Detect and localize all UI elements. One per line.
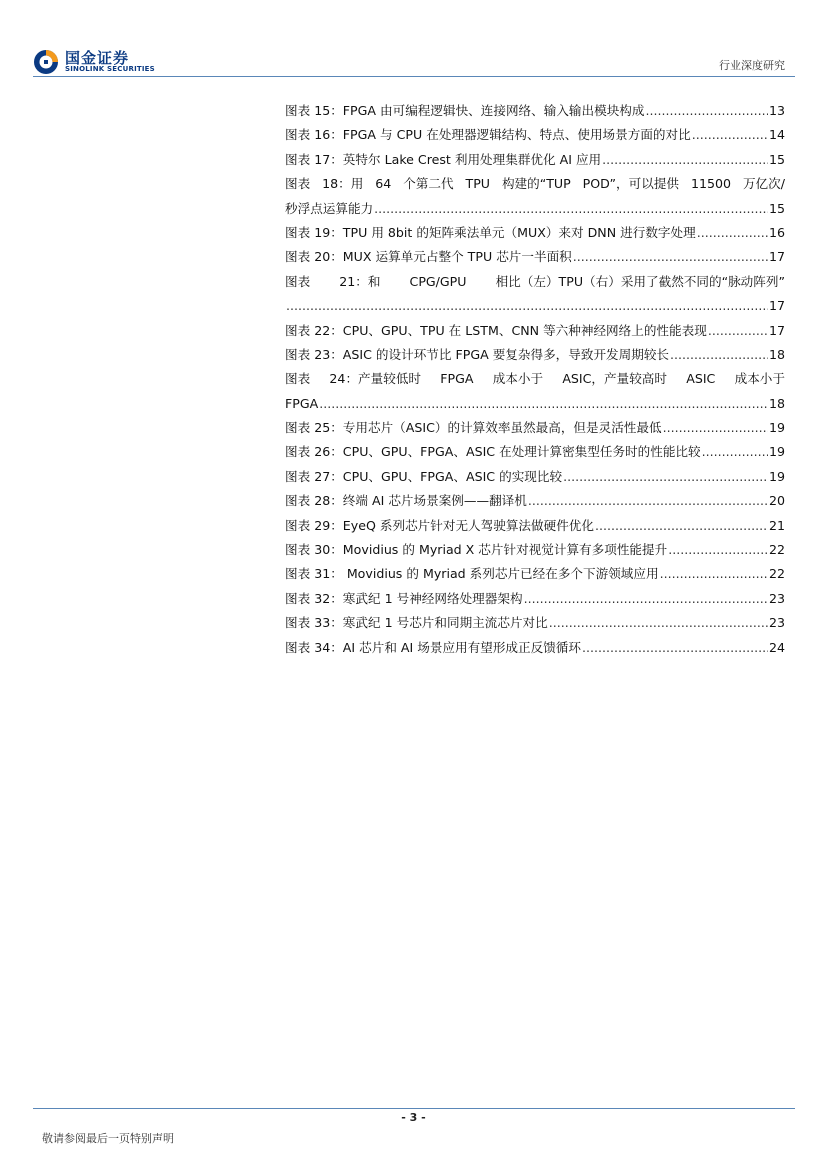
toc-entry-18-line2[interactable] xyxy=(285,197,785,221)
toc-entry-19[interactable] xyxy=(285,221,785,245)
page-header xyxy=(0,0,827,80)
disclaimer-note: 敬请参阅最后一页特别声明 xyxy=(42,1132,174,1145)
toc-word: 图表 xyxy=(285,176,311,192)
toc-word: 相比（左）TPU（右）采用了截然不同的“脉动阵列” xyxy=(495,273,785,289)
leader-dots xyxy=(549,611,768,635)
toc-word: ASIC xyxy=(686,371,716,387)
figure-list xyxy=(285,99,785,660)
leader-dots xyxy=(663,416,768,440)
toc-word: TPU xyxy=(465,176,491,192)
logo-english-name: SINOLINK SECURITIES xyxy=(65,65,155,73)
toc-entry-21-line2[interactable] xyxy=(285,294,785,318)
leader-dots xyxy=(692,123,768,147)
toc-entry-title: 图表 17：英特尔 Lake Crest 利用处理集群优化 AI 应用 xyxy=(285,151,602,167)
leader-dots xyxy=(573,245,768,269)
toc-entry-32[interactable] xyxy=(285,587,785,611)
toc-entry-page: 21 xyxy=(768,517,785,533)
toc-word: ASIC，产量较高时 xyxy=(562,371,667,387)
leader-dots xyxy=(582,636,768,660)
toc-entry-title: 图表 23：ASIC 的设计环节比 FPGA 要复杂得多，导致开发周期较长 xyxy=(285,346,670,362)
toc-entry-33[interactable] xyxy=(285,611,785,635)
toc-entry-page: 16 xyxy=(768,224,785,240)
toc-word: 64 xyxy=(375,176,392,192)
leader-dots xyxy=(524,587,768,611)
page-number: - 3 - xyxy=(401,1111,426,1124)
toc-entry-title: 图表 30：Movidius 的 Myriad X 芯片针对视觉计算有多项性能提升 xyxy=(285,542,668,558)
toc-word: 图表 xyxy=(285,371,311,387)
toc-entry-page: 18 xyxy=(768,395,785,411)
toc-entry-23[interactable] xyxy=(285,343,785,367)
toc-entry-title: 图表 16：FPGA 与 CPU 在处理器逻辑结构、特点、使用场景方面的对比 xyxy=(285,127,691,143)
toc-word: CPG/GPU xyxy=(409,273,467,289)
toc-entry-page: 23 xyxy=(768,590,785,606)
leader-dots xyxy=(702,440,768,464)
toc-entry-title: 图表 29：EyeQ 系列芯片针对无人驾驶算法做硬件优化 xyxy=(285,517,594,533)
toc-entry-page: 17 xyxy=(768,298,785,314)
toc-word: 24：产量较低时 xyxy=(329,371,422,387)
company-logo xyxy=(33,49,153,77)
toc-entry-title: 图表 15：FPGA 由可编程逻辑快、连接网络、输入输出模块构成 xyxy=(285,103,645,118)
toc-entry-title-cont: FPGA xyxy=(285,395,319,411)
toc-entry-title: 图表 26：CPU、GPU、FPGA、ASIC 在处理计算密集型任务时的性能比较 xyxy=(285,444,701,460)
leader-dots xyxy=(286,294,768,318)
leader-dots xyxy=(595,514,768,538)
toc-entry-21-line1[interactable] xyxy=(285,270,785,294)
leader-dots xyxy=(602,148,768,172)
toc-word: 个第二代 xyxy=(403,176,454,192)
toc-entry-page: 18 xyxy=(768,346,785,362)
toc-entry-17[interactable] xyxy=(285,148,785,172)
toc-entry-15[interactable] xyxy=(285,99,785,123)
toc-entry-31[interactable] xyxy=(285,562,785,586)
toc-entry-page: 17 xyxy=(768,322,785,338)
toc-entry-26[interactable] xyxy=(285,440,785,464)
toc-entry-27[interactable] xyxy=(285,465,785,489)
toc-entry-page: 23 xyxy=(768,615,785,631)
toc-entry-page: 20 xyxy=(768,493,785,509)
toc-word: 18：用 xyxy=(322,176,364,192)
leader-dots xyxy=(660,562,768,586)
toc-word: 成本小于 xyxy=(734,371,785,387)
report-category: 行业深度研究 xyxy=(719,59,785,72)
toc-entry-24-line2[interactable] xyxy=(285,392,785,416)
toc-entry-22[interactable] xyxy=(285,319,785,343)
toc-word: 成本小于 xyxy=(492,371,544,387)
toc-entry-29[interactable] xyxy=(285,514,785,538)
toc-entry-page: 19 xyxy=(768,420,785,436)
header-divider xyxy=(33,76,795,77)
leader-dots xyxy=(670,343,768,367)
toc-entry-page: 17 xyxy=(768,249,785,265)
toc-entry-page: 19 xyxy=(768,444,785,460)
leader-dots xyxy=(374,197,768,221)
toc-entry-page: 24 xyxy=(768,639,785,655)
footer-divider xyxy=(33,1108,795,1109)
toc-word: 11500 xyxy=(690,176,732,192)
toc-entry-24-line1[interactable] xyxy=(285,367,785,391)
toc-entry-34[interactable] xyxy=(285,636,785,660)
toc-entry-page: 19 xyxy=(768,468,785,484)
leader-dots xyxy=(646,99,768,123)
toc-word: 图表 xyxy=(285,273,311,289)
toc-word: 万亿次/ xyxy=(742,176,785,192)
leader-dots xyxy=(668,538,768,562)
toc-entry-title: 图表 33：寒武纪 1 号芯片和同期主流芯片对比 xyxy=(285,615,548,631)
toc-entry-page: 15 xyxy=(768,151,785,167)
toc-entry-title: 图表 28：终端 AI 芯片场景案例——翻译机 xyxy=(285,493,527,509)
toc-entry-title: 图表 34：AI 芯片和 AI 场景应用有望形成正反馈循环 xyxy=(285,639,581,655)
toc-entry-title-cont: 秒浮点运算能力 xyxy=(285,200,374,216)
logo-chinese-name: 国金证券 xyxy=(65,49,130,67)
sinolink-logo-icon xyxy=(33,49,59,75)
toc-entry-28[interactable] xyxy=(285,489,785,513)
toc-entry-title: 图表 22：CPU、GPU、TPU 在 LSTM、CNN 等六种神经网络上的性能表现 xyxy=(285,322,707,338)
leader-dots xyxy=(708,319,768,343)
toc-word: 构建的“TUP xyxy=(501,176,571,192)
leader-dots xyxy=(697,221,768,245)
toc-word: 21：和 xyxy=(339,273,381,289)
toc-entry-page: 14 xyxy=(768,127,785,143)
toc-entry-30[interactable] xyxy=(285,538,785,562)
toc-entry-16[interactable] xyxy=(285,123,785,147)
leader-dots xyxy=(319,392,768,416)
toc-word: FPGA xyxy=(440,371,474,387)
toc-entry-title: 图表 20：MUX 运算单元占整个 TPU 芯片一半面积 xyxy=(285,249,572,265)
toc-entry-20[interactable] xyxy=(285,245,785,269)
toc-entry-title: 图表 25：专用芯片（ASIC）的计算效率虽然最高，但是灵活性最低 xyxy=(285,420,662,436)
leader-dots xyxy=(528,489,768,513)
leader-dots xyxy=(563,465,768,489)
toc-entry-25[interactable] xyxy=(285,416,785,440)
toc-entry-title: 图表 31： Movidius 的 Myriad 系列芯片已经在多个下游领域应用 xyxy=(285,566,659,582)
toc-entry-title: 图表 19：TPU 用 8bit 的矩阵乘法单元（MUX）来对 DNN 进行数字处理 xyxy=(285,224,696,240)
toc-entry-page: 22 xyxy=(768,566,785,582)
toc-entry-title: 图表 32：寒武纪 1 号神经网络处理器架构 xyxy=(285,590,523,606)
toc-entry-18-line1[interactable] xyxy=(285,172,785,196)
toc-entry-page: 13 xyxy=(768,103,785,118)
toc-word: POD”，可以提供 xyxy=(582,176,680,192)
toc-entry-page: 15 xyxy=(768,200,785,216)
toc-entry-title: 图表 27：CPU、GPU、FPGA、ASIC 的实现比较 xyxy=(285,468,563,484)
toc-entry-page: 22 xyxy=(768,542,785,558)
